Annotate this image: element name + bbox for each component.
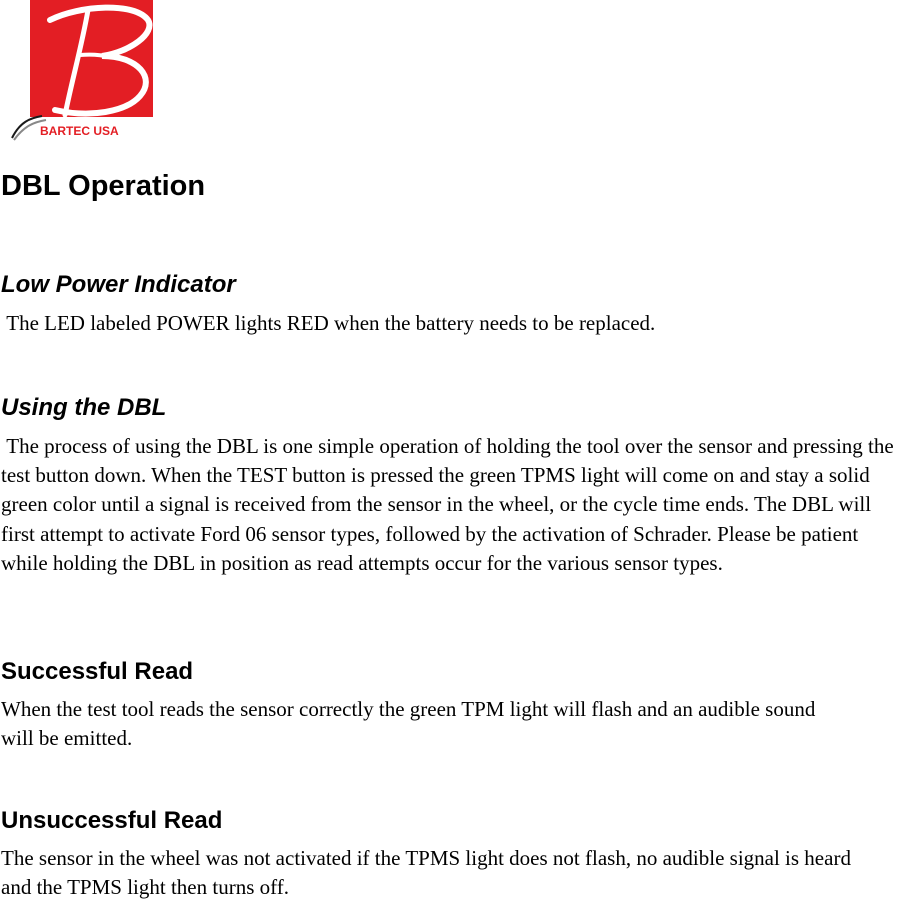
section-heading-successful-read: Successful Read — [1, 658, 194, 685]
section-body-using-dbl: The process of using the DBL is one simple operation of holding the tool over the sensor and pressing the test button down. When the TEST button is pressed the green TPMS light will come on and stay a solid green color until a signal is received from the sensor in the wheel, or the cycle time ends. The DBL will first attempt to activate Ford 06 sensor types, followed by the activation of Schrader. Please be patient while holding the DBL in position as read attempts occur for the various sensor types. — [1, 434, 894, 575]
bartec-logo — [10, 0, 156, 142]
bartec-logo-graphic — [10, 0, 156, 142]
section-heading-unsuccessful-read: Unsuccessful Read — [1, 807, 223, 834]
section-body-low-power: The LED labeled POWER lights RED when the battery needs to be replaced. — [1, 311, 656, 335]
page-title: DBL Operation — [1, 170, 206, 202]
section-body-unsuccessful-read: The sensor in the wheel was not activated if the TPMS light does not flash, no audible signal is heard and the TPMS light then turns off. — [1, 846, 851, 900]
logo-brand-text: BARTEC USA — [40, 124, 119, 138]
section-heading-using-dbl: Using the DBL — [1, 394, 167, 421]
section-body-successful-read: When the test tool reads the sensor correctly the green TPM light will flash and an audible sound will be emitted. — [1, 697, 816, 751]
section-heading-low-power: Low Power Indicator — [1, 271, 236, 298]
